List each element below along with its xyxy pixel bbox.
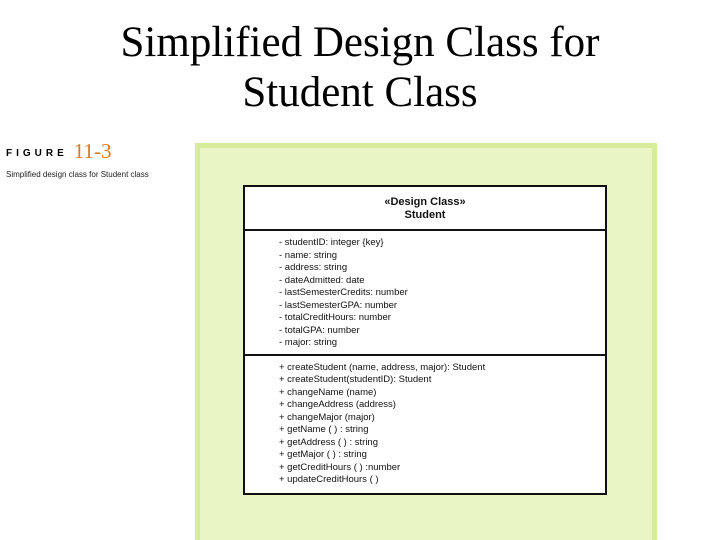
uml-operation: + changeName (name)	[279, 386, 377, 398]
uml-attribute: - lastSemesterGPA: number	[279, 299, 398, 311]
uml-attribute: - studentID: integer {key}	[279, 237, 384, 248]
uml-attribute: - major: string	[279, 337, 338, 348]
uml-operations-compartment	[245, 356, 605, 493]
uml-operation: + getCreditHours ( ) :number	[279, 461, 401, 473]
uml-attribute: - totalCreditHours: number	[279, 312, 391, 323]
uml-class-box	[243, 185, 607, 495]
figure-caption	[6, 140, 186, 179]
uml-operation: + getAddress ( ) : string	[279, 436, 378, 448]
uml-operation: + createStudent(studentID): Student	[279, 374, 432, 385]
figure-label: FIGURE	[6, 148, 68, 159]
slide-title-line-2: Student Class	[242, 69, 478, 116]
uml-operation: + createStudent (name, address, major): Student	[279, 361, 486, 373]
uml-stereotype: «Design Class»	[384, 196, 466, 208]
uml-attribute: - dateAdmitted: date	[279, 274, 365, 286]
uml-class-header	[245, 187, 605, 231]
uml-attributes-compartment	[245, 231, 605, 356]
slide-title-line-1: Simplified Design Class for	[120, 19, 600, 66]
uml-attribute: - address: string	[279, 262, 348, 273]
uml-class-name: Student	[404, 209, 446, 221]
uml-attribute: - lastSemesterCredits: number	[279, 287, 408, 298]
uml-operation: + changeAddress (address)	[279, 399, 396, 410]
uml-operation: + updateCreditHours ( )	[279, 474, 379, 485]
figure-number: 11-3	[73, 139, 112, 163]
uml-attribute: - totalGPA: number	[279, 324, 360, 336]
slide-title	[0, 18, 720, 118]
figure-description: Simplified design class for Student class	[6, 170, 149, 179]
uml-operation: + changeMajor (major)	[279, 411, 375, 423]
uml-operation: + getName ( ) : string	[279, 424, 369, 435]
figure-panel	[195, 143, 657, 540]
uml-attribute: - name: string	[279, 249, 338, 261]
uml-operation: + getMajor ( ) : string	[279, 449, 367, 460]
figure-label-row	[6, 140, 186, 162]
